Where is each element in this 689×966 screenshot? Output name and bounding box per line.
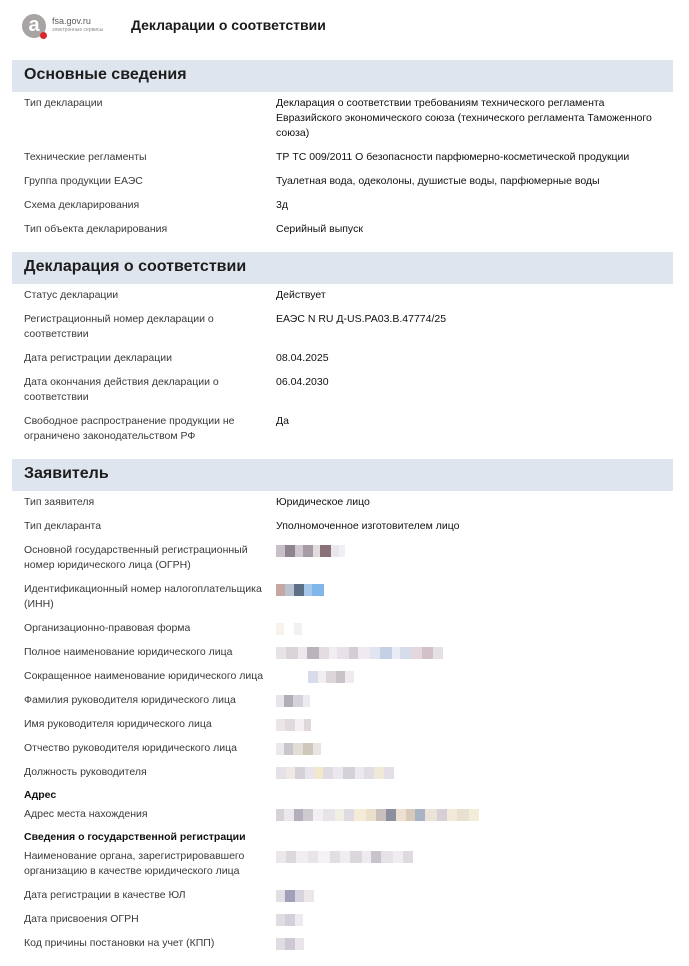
- field-value: Юридическое лицо: [276, 496, 370, 508]
- field-label: Регистрационный номер декларации о соответствии: [24, 313, 214, 340]
- redacted-value: [276, 645, 661, 660]
- field-label: Технические регламенты: [24, 151, 147, 163]
- redacted-value: [276, 807, 661, 822]
- redacted-value: [276, 669, 661, 684]
- field-value: 08.04.2025: [276, 352, 329, 364]
- info-row: [12, 693, 673, 708]
- field-value: 06.04.2030: [276, 376, 329, 388]
- field-label: Основной государственный регистрационный номер юридического лица (ОГРН): [24, 544, 248, 571]
- field-value: Туалетная вода, одеколоны, душистые воды, парфюмерные воды: [276, 175, 600, 187]
- redacted-value: [276, 765, 661, 780]
- redacted-value: [276, 741, 661, 756]
- field-label: Сокращенное наименование юридического лица: [24, 670, 264, 682]
- field-label: Полное наименование юридического лица: [24, 646, 233, 658]
- redacted-value: [276, 582, 661, 597]
- info-row: [12, 414, 673, 444]
- page-title: Декларации о соответствии: [131, 17, 326, 33]
- info-row: [12, 375, 673, 405]
- address-heading: Адрес: [24, 789, 57, 801]
- redacted-value: [276, 936, 661, 951]
- page-header: [0, 0, 689, 58]
- field-value: Декларация о соответствии требованиям технического регламента Евразийского экономического союза (технического регламента Таможенного союза): [276, 97, 652, 139]
- redacted-value: [276, 543, 661, 558]
- info-row: [12, 198, 673, 213]
- info-row: [12, 717, 673, 732]
- field-label: Наименование органа, зарегистрировавшего организацию в качестве юридического лица: [24, 850, 245, 877]
- fsa-logo-letter: а: [28, 14, 40, 36]
- info-row: [12, 288, 673, 303]
- field-value: ТР ТС 009/2011 О безопасности парфюмерно-косметической продукции: [276, 151, 630, 163]
- registration-heading: Сведения о государственной регистрации: [24, 831, 246, 843]
- info-row: [12, 312, 673, 342]
- field-label: Тип заявителя: [24, 496, 95, 508]
- field-label: Тип декларации: [24, 97, 103, 109]
- field-label: Дата регистрации декларации: [24, 352, 173, 364]
- section-applicant: [12, 491, 673, 966]
- info-row: [12, 849, 673, 879]
- info-row: [12, 669, 673, 684]
- field-label: Фамилия руководителя юридического лица: [24, 694, 236, 706]
- section-applicant-title: Заявитель: [12, 459, 673, 491]
- declaration-content: [12, 60, 673, 966]
- info-row: [12, 96, 673, 141]
- info-row: [12, 645, 673, 660]
- field-label: Имя руководителя юридического лица: [24, 718, 212, 730]
- info-row: [12, 936, 673, 951]
- field-label: Организационно-правовая форма: [24, 622, 191, 634]
- info-row: [12, 174, 673, 189]
- redacted-value: [276, 912, 661, 927]
- info-row: [12, 888, 673, 903]
- section-declaration: [12, 284, 673, 459]
- info-row: [12, 222, 673, 237]
- info-row: [12, 582, 673, 612]
- redacted-value: [276, 621, 661, 636]
- field-label: Тип декларанта: [24, 520, 102, 532]
- field-label: Тип объекта декларирования: [24, 223, 168, 235]
- field-label: Дата присвоения ОГРН: [24, 913, 139, 925]
- info-row: [12, 765, 673, 780]
- logo-dot-icon: [40, 32, 47, 39]
- info-row: [12, 621, 673, 636]
- field-label: Адрес места нахождения: [24, 808, 148, 820]
- redacted-value: [276, 888, 661, 903]
- field-label: Идентификационный номер налогоплательщика (ИНН): [24, 583, 262, 610]
- field-label: Дата регистрации в качестве ЮЛ: [24, 889, 186, 901]
- logo-subtitle: электронные сервисы: [52, 27, 104, 33]
- info-row: [12, 543, 673, 573]
- section-declaration-title: Декларация о соответствии: [12, 252, 673, 284]
- info-row: [12, 741, 673, 756]
- field-value: Действует: [276, 289, 326, 301]
- field-value: Серийный выпуск: [276, 223, 363, 235]
- info-row: [12, 519, 673, 534]
- info-row: [12, 150, 673, 165]
- field-label: Схема декларирования: [24, 199, 140, 211]
- field-value: 3д: [276, 199, 288, 211]
- field-label: Статус декларации: [24, 289, 119, 301]
- field-label: Группа продукции ЕАЭС: [24, 175, 143, 187]
- redacted-value: [276, 717, 661, 732]
- info-row: [12, 807, 673, 822]
- fsa-logo[interactable]: [22, 12, 112, 48]
- field-label: Свободное распространение продукции не ограничено законодательством РФ: [24, 415, 235, 442]
- section-basic: [12, 92, 673, 252]
- info-row: [12, 495, 673, 510]
- info-row: [12, 912, 673, 927]
- info-row: [12, 351, 673, 366]
- logo-domain: fsa.gov.ru: [52, 16, 91, 26]
- field-label: Должность руководителя: [24, 766, 147, 778]
- redacted-value: [276, 849, 661, 864]
- field-label: Дата окончания действия декларации о соответствии: [24, 376, 219, 403]
- field-value: Уполномоченное изготовителем лицо: [276, 520, 460, 532]
- field-value: Да: [276, 415, 289, 427]
- redacted-value: [276, 693, 661, 708]
- field-label: Отчество руководителя юридического лица: [24, 742, 237, 754]
- field-value: ЕАЭС N RU Д-US.PA03.B.47774/25: [276, 313, 447, 325]
- field-label: Код причины постановки на учет (КПП): [24, 937, 215, 949]
- section-basic-title: Основные сведения: [12, 60, 673, 92]
